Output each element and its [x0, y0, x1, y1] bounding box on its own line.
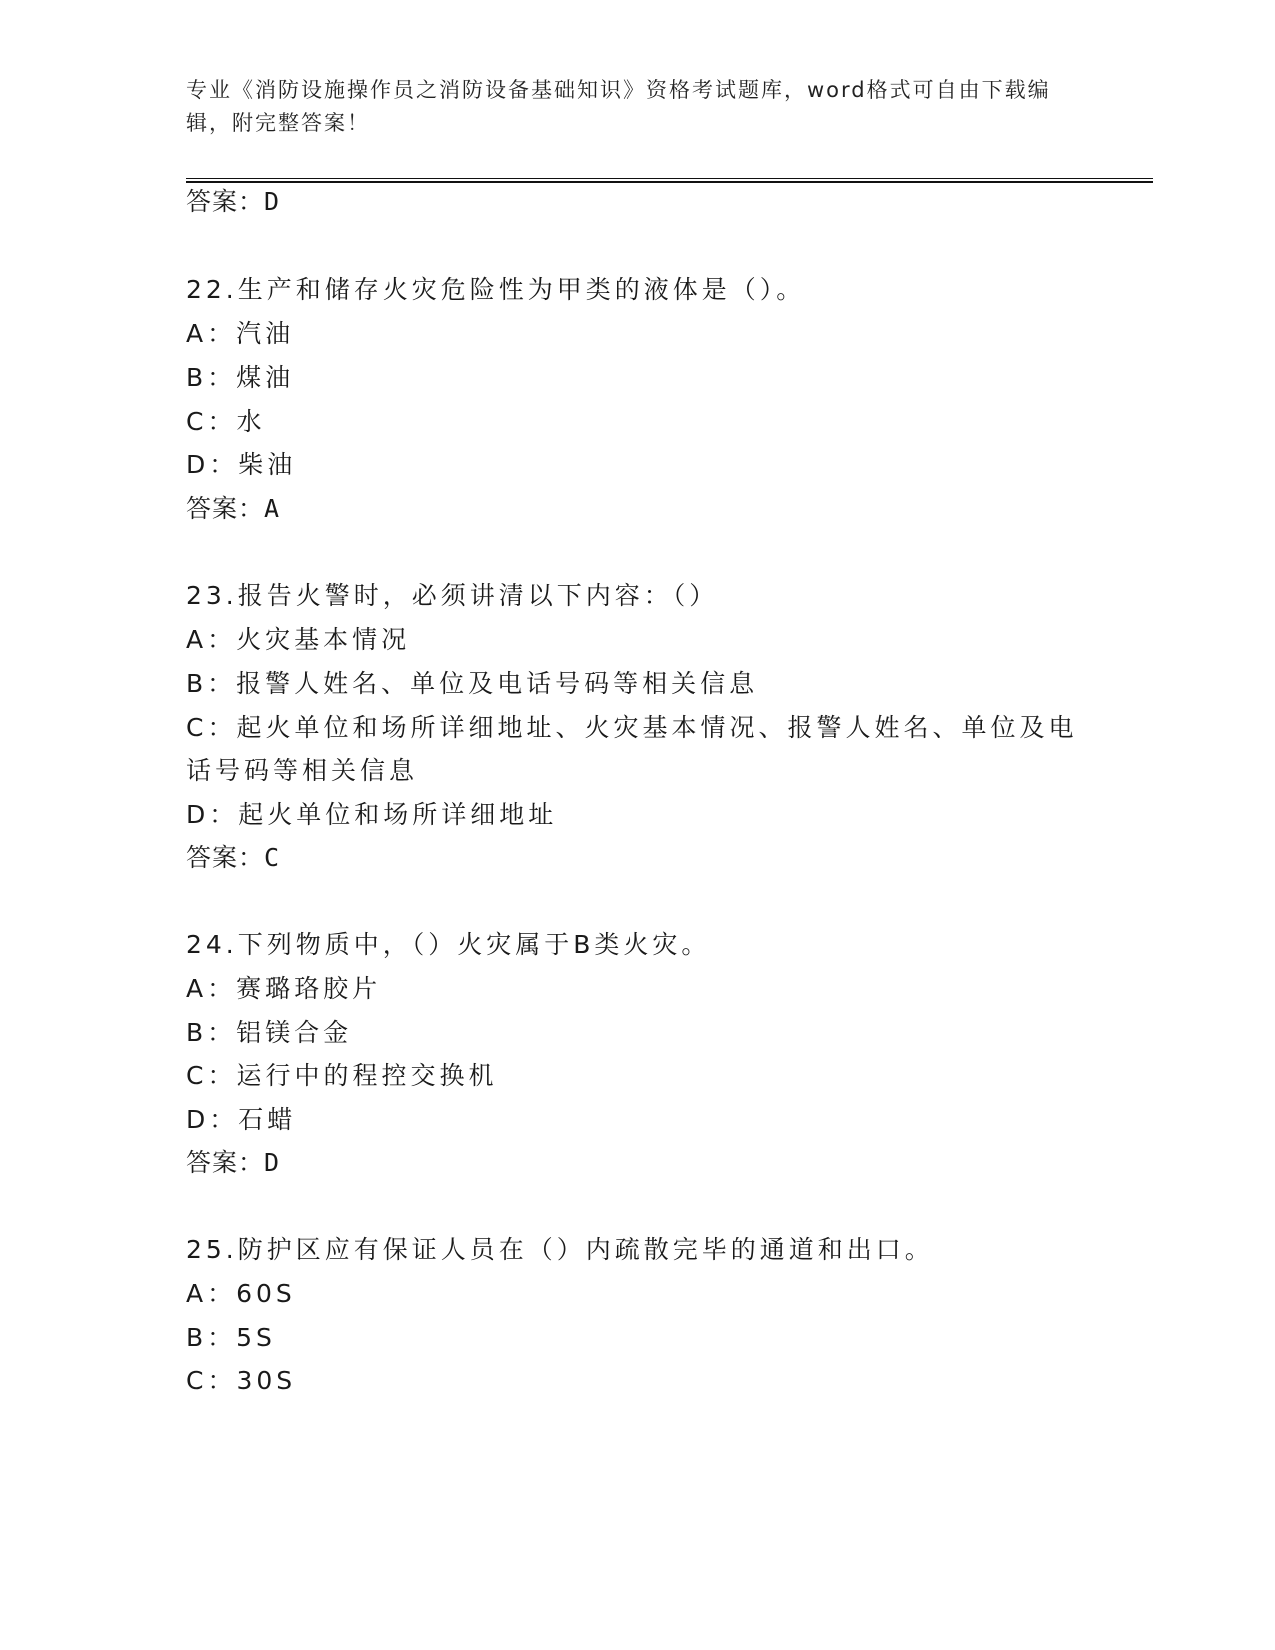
answer-line	[186, 1145, 1086, 1181]
answer-label: 答案：	[186, 187, 265, 216]
option-c: C：起火单位和场所详细地址、火灾基本情况、报警人姓名、单位及电	[186, 713, 1078, 742]
option-b: B：铝镁合金	[186, 1018, 353, 1047]
answer-label: 答案：	[186, 843, 265, 872]
question-stem: 22.生产和储存火灾危险性为甲类的液体是（）。	[186, 275, 806, 304]
answer-value: A	[264, 494, 281, 523]
option-a: A：汽油	[186, 319, 295, 348]
option-c: C：30S	[186, 1366, 297, 1395]
option-b: B：报警人姓名、单位及电话号码等相关信息	[186, 669, 759, 698]
option-a: A：火灾基本情况	[186, 625, 411, 654]
answer-value: C	[264, 843, 281, 872]
answer-label: 答案：	[186, 494, 265, 523]
header-divider-thick	[186, 181, 1153, 183]
option-c-continued: 话号码等相关信息	[186, 756, 419, 785]
answer-label: 答案：	[186, 1148, 265, 1177]
option-b: B：煤油	[186, 363, 295, 392]
header-divider-thin	[186, 178, 1153, 179]
option-c: C：运行中的程控交换机	[186, 1061, 498, 1090]
question-stem: 24.下列物质中，（）火灾属于B类火灾。	[186, 930, 711, 959]
question-stem: 23.报告火警时，必须讲清以下内容：（）	[186, 581, 719, 610]
option-d: D：石蜡	[186, 1105, 297, 1134]
answer-line	[186, 184, 1086, 220]
question-stem: 25.防护区应有保证人员在（）内疏散完毕的通道和出口。	[186, 1235, 934, 1264]
answer-line	[186, 491, 1086, 527]
option-a: A：赛璐珞胶片	[186, 974, 382, 1003]
document-header: 专业《消防设施操作员之消防设备基础知识》资格考试题库，word格式可自由下载编辑，附完整答案！	[186, 78, 1051, 135]
answer-value: D	[264, 1148, 281, 1177]
option-a: A：60S	[186, 1279, 296, 1308]
answer-value: D	[264, 187, 281, 216]
option-d: D：柴油	[186, 450, 297, 479]
option-c: C：水	[186, 407, 266, 436]
option-d: D：起火单位和场所详细地址	[186, 800, 558, 829]
option-b: B：5S	[186, 1323, 276, 1352]
answer-line	[186, 840, 1086, 876]
